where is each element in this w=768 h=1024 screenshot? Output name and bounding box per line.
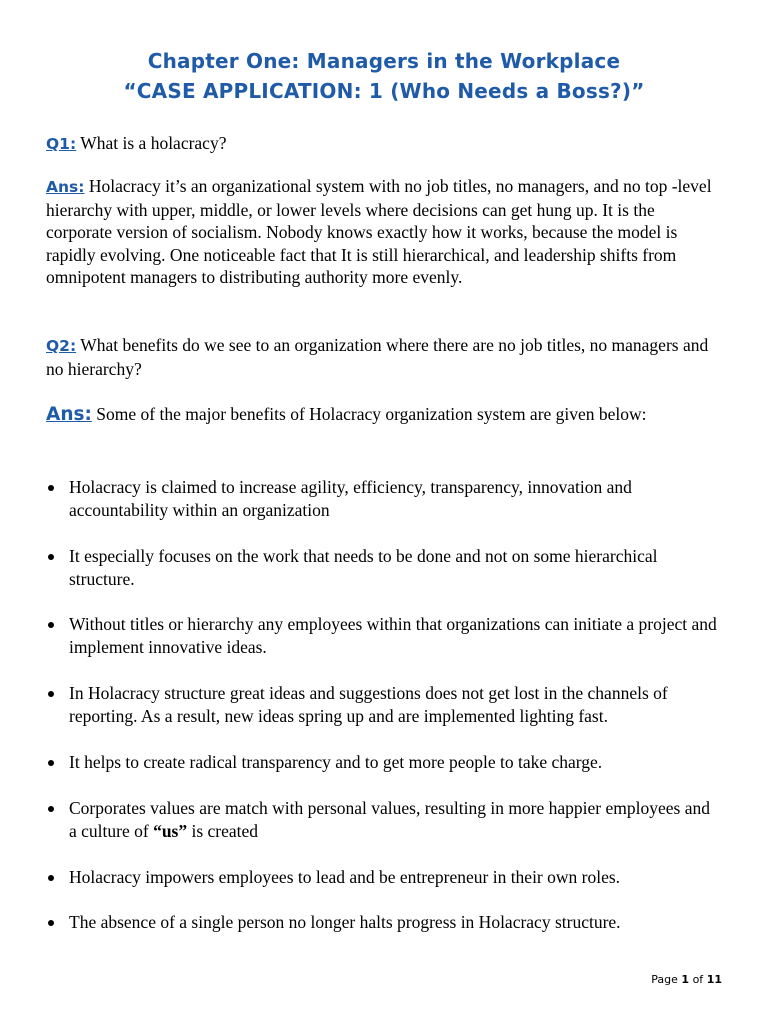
list-item-text-end: is created: [187, 821, 259, 841]
page-of: of: [689, 973, 707, 986]
answer-1-label: Ans:: [46, 178, 85, 196]
answer-2-label: Ans:: [46, 404, 92, 425]
answer-2: [46, 403, 722, 427]
question-2-label: Q2:: [46, 337, 77, 355]
answer-1: [46, 175, 722, 289]
list-item-emphasis: “us”: [153, 821, 188, 841]
answer-2-text: Some of the major benefits of Holacracy organization system are given below:: [91, 404, 647, 424]
list-item-text: Corporates values are match with personal values, resulting in more happier employees and a culture of: [69, 798, 710, 841]
question-1-label: Q1:: [46, 135, 77, 153]
page-number: [651, 973, 722, 986]
list-item: Holacracy is claimed to increase agility, efficiency, transparency, innovation and accountability within an organization: [46, 476, 722, 522]
list-item: [46, 797, 722, 843]
answer-1-text: Holacracy it’s an organizational system with no job titles, no managers, and no top -level hierarchy with upper, middle, or lower levels where decisions can get hung up. It is the corporate version of socialism. Nobody knows exactly how it works, because the model is rapidly evolving. One noticeable fact that It is still hierarchical, and leadership shifts from omnipotent managers to distributing authority more evenly.: [46, 176, 712, 287]
benefits-list: [46, 476, 722, 934]
question-1-text: What is a holacracy?: [76, 133, 227, 153]
case-title: “CASE APPLICATION: 1 (Who Needs a Boss?)”: [123, 79, 645, 103]
list-item: In Holacracy structure great ideas and suggestions does not get lost in the channels of reporting. As a result, new ideas spring up and are implemented lighting fast.: [46, 682, 722, 728]
list-item: Without titles or hierarchy any employees within that organizations can initiate a project and implement innovative ideas.: [46, 613, 722, 659]
question-2-text: What benefits do we see to an organization where there are no job titles, no managers and no hierarchy?: [46, 335, 709, 379]
list-item: The absence of a single person no longer halts progress in Holacracy structure.: [46, 911, 722, 934]
page-total: 11: [706, 973, 722, 986]
question-2: [46, 334, 722, 380]
list-item: Holacracy impowers employees to lead and be entrepreneur in their own roles.: [46, 866, 722, 889]
page-current: 1: [681, 973, 690, 986]
question-1: [46, 132, 722, 156]
page-prefix: Page: [651, 973, 682, 986]
list-item: It helps to create radical transparency and to get more people to take charge.: [46, 751, 722, 774]
list-item: It especially focuses on the work that needs to be done and not on some hierarchical structure.: [46, 545, 722, 591]
chapter-title: Chapter One: Managers in the Workplace: [147, 49, 621, 73]
